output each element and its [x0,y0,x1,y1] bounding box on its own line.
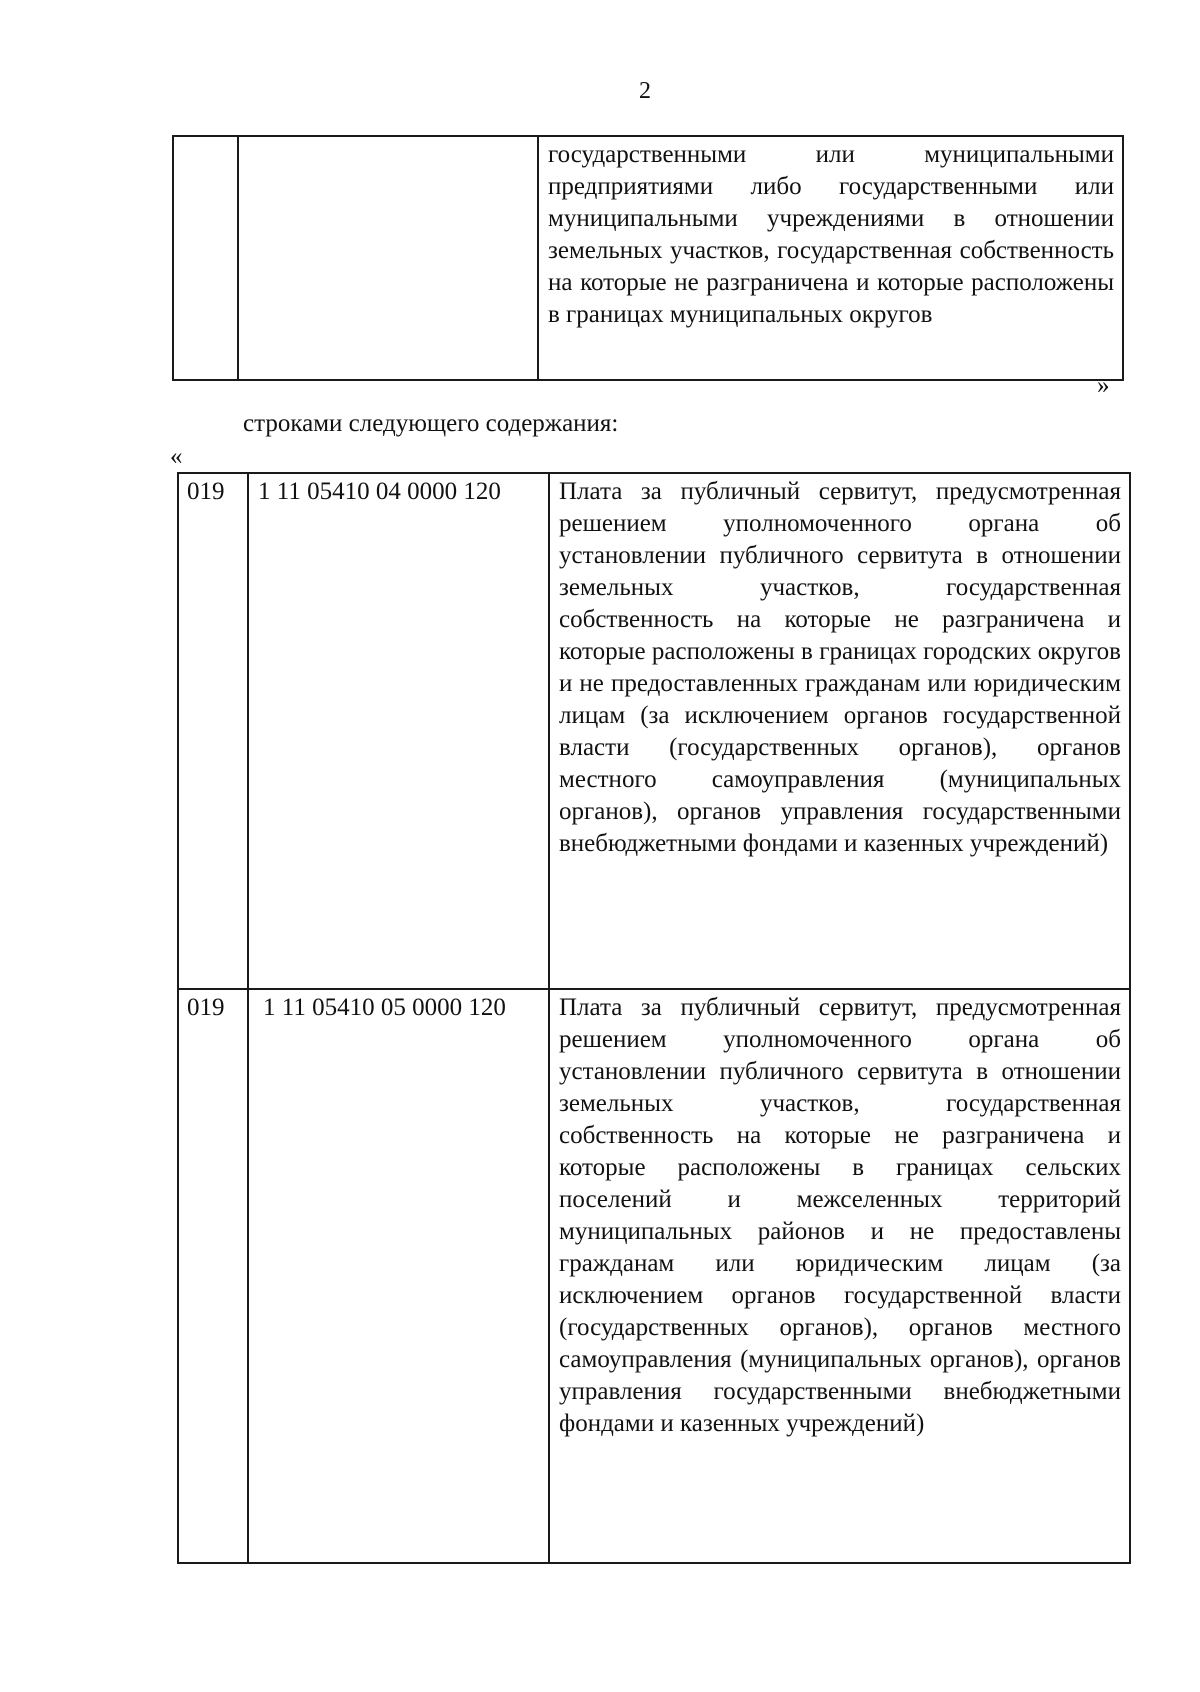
continuation-table [172,135,1124,381]
opening-quote: « [170,443,183,470]
table-row [178,989,1130,1563]
table-cell-code [238,136,538,380]
table-row [178,473,1130,989]
intro-text: строками следующего содержания: [243,410,619,437]
table-cell-description: Плата за публичный сервитут, предусмотренная решением уполномоченного органа об установлении публичного сервитута в отношении земельных участков, государственная собственность на которые не разграничена и которые расположены в границах сельских поселений и межселенных территорий муниципальных районов и не предоставлены гражданам или юридическим лицам (за исключением органов государственной власти (государственных органов), органов местного самоуправления (муниципальных органов), органов управления государственными внебюджетными фондами и казенных учреждений) [549,989,1130,1563]
table-cell-number: 019 [178,989,248,1563]
table-cell-code: 1 11 05410 04 0000 120 [248,473,549,989]
new-rows-table [177,472,1131,1564]
table-cell-number [173,136,238,380]
table-row [173,136,1123,380]
table-cell-description: государственными или муниципальными предприятиями либо государственными или муниципальными учреждениями в отношении земельных участков, государственная собственность на которые не разграничена и которые расположены в границах муниципальных округов [538,136,1123,380]
closing-quote: » [1097,372,1110,399]
table-cell-number: 019 [178,473,248,989]
page-number: 2 [639,78,651,104]
table-cell-code: 1 11 05410 05 0000 120 [248,989,549,1563]
table-cell-description: Плата за публичный сервитут, предусмотренная решением уполномоченного органа об установлении публичного сервитута в отношении земельных участков, государственная собственность на которые не разграничена и которые расположены в границах городских округов и не предоставленных гражданам или юридическим лицам (за исключением органов государственной власти (государственных органов), органов местного самоуправления (муниципальных органов), органов управления государственными внебюджетными фондами и казенных учреждений) [549,473,1130,989]
